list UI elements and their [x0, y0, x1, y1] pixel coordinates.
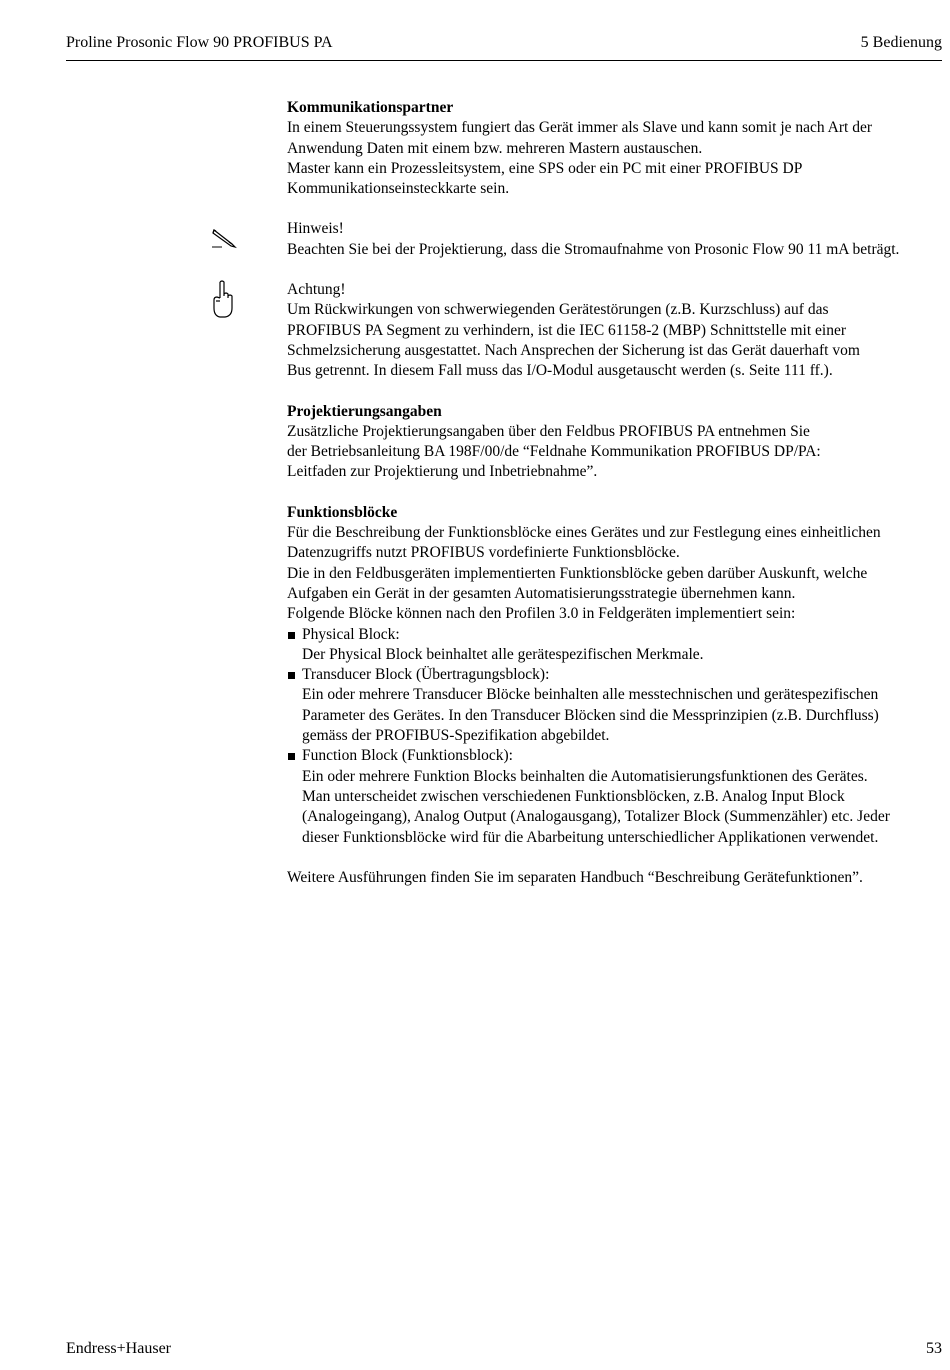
list-item: [287, 746, 947, 847]
pointing-hand-icon: [210, 280, 236, 320]
paragraph-line: Datenzugriffs nutzt PROFIBUS vordefinierte Funktionsblöcke.: [287, 544, 680, 562]
paragraph-line: Master kann ein Prozessleitsystem, eine SPS oder ein PC mit einer PROFIBUS DP: [287, 159, 803, 177]
heading-funktionsbloecke: Funktionsblöcke: [287, 503, 398, 521]
paragraph-line: PROFIBUS PA Segment zu verhindern, ist die IEC 61158-2 (MBP) Schnittstelle mit einer: [287, 321, 846, 339]
bullet-square-icon: [288, 753, 295, 760]
paragraph-line: Um Rückwirkungen von schwerwiegenden Gerätestörungen (z.B. Kurzschluss) auf das: [287, 301, 829, 319]
paragraph-line: Leitfaden zur Projektierung und Inbetriebnahme”.: [287, 463, 598, 481]
pencil-note-icon: [210, 226, 238, 250]
paragraph-line: der Betriebsanleitung BA 198F/00/de “Feldnahe Kommunikation PROFIBUS DP/PA:: [287, 443, 821, 461]
paragraph-line: In einem Steuerungssystem fungiert das Gerät immer als Slave und kann somit je nach Art der: [287, 119, 872, 137]
list-item-title: Transducer Block (Übertragungsblock):: [302, 666, 550, 684]
list-item-line: Parameter des Gerätes. In den Transducer Blöcken sind die Messprinzipien (z.B. Durchfluss): [302, 706, 879, 724]
bullet-square-icon: [288, 632, 295, 639]
list-item-line: dieser Funktionsblöcke wird für die Abarbeitung unterschiedlicher Applikationen verwendet.: [302, 828, 879, 846]
hinweis-text: Beachten Sie bei der Projektierung, dass die Stromaufnahme von Prosonic Flow 90 11 mA beträgt.: [287, 240, 900, 258]
list-item: [287, 665, 947, 746]
paragraph-line: Folgende Blöcke können nach den Profilen 3.0 in Feldgeräten implementiert sein:: [287, 605, 796, 623]
paragraph-line: Aufgaben ein Gerät in der gesamten Automatisierungsstrategie übernehmen kann.: [287, 584, 796, 602]
page-number: 53: [926, 1340, 942, 1357]
function-block-list: [287, 625, 947, 848]
heading-projektierungsangaben: Projektierungsangaben: [287, 402, 442, 420]
bullet-square-icon: [288, 672, 295, 679]
list-item-line: gemäss der PROFIBUS-Spezifikation abgebildet.: [302, 727, 610, 745]
list-item: [287, 625, 947, 666]
list-item-title: Function Block (Funktionsblock):: [302, 747, 513, 765]
list-item-line: Der Physical Block beinhaltet alle gerätespezifischen Merkmale.: [302, 645, 704, 663]
paragraph-line: Zusätzliche Projektierungsangaben über den Feldbus PROFIBUS PA entnehmen Sie: [287, 422, 810, 440]
hinweis-title: Hinweis!: [287, 220, 344, 238]
paragraph-line: Die in den Feldbusgeräten implementierten Funktionsblöcke geben darüber Auskunft, welche: [287, 564, 868, 582]
closing-paragraph: Weitere Ausführungen finden Sie im separaten Handbuch “Beschreibung Gerätefunktionen”.: [287, 868, 863, 886]
list-item-line: Man unterscheidet zwischen verschiedenen Funktionsblöcken, z.B. Analog Input Block: [302, 787, 845, 805]
paragraph-line: Für die Beschreibung der Funktionsblöcke eines Gerätes und zur Festlegung eines einheitlichen: [287, 524, 881, 542]
section-title: 5 Bedienung: [860, 34, 942, 51]
page-header: [66, 30, 942, 61]
paragraph-line: Bus getrennt. In diesem Fall muss das I/O-Modul ausgetauscht werden (s. Seite 111 ff.).: [287, 362, 833, 380]
document-title: Proline Prosonic Flow 90 PROFIBUS PA: [66, 34, 333, 51]
list-item-line: (Analogeingang), Analog Output (Analogausgang), Totalizer Block (Summenzähler) etc. Jeder: [302, 808, 890, 826]
paragraph-line: Schmelzsicherung ausgestattet. Nach Ansprechen der Sicherung ist das Gerät dauerhaft vom: [287, 341, 860, 359]
paragraph-line: Anwendung Daten mit einem bzw. mehreren Mastern austauschen.: [287, 139, 703, 157]
paragraph-line: Kommunikationseinsteckkarte sein.: [287, 180, 510, 198]
heading-kommunikationspartner: Kommunikationspartner: [287, 99, 454, 116]
list-item-line: Ein oder mehrere Funktion Blocks beinhalten die Automatisierungsfunktionen des Gerätes.: [302, 767, 868, 785]
page-content: [287, 98, 947, 888]
brand-name: Endress+Hauser: [66, 1340, 171, 1357]
list-item-title: Physical Block:: [302, 625, 400, 643]
achtung-title: Achtung!: [287, 281, 346, 299]
list-item-line: Ein oder mehrere Transducer Blöcke beinhalten alle messtechnischen und gerätespezifischen: [302, 686, 879, 704]
